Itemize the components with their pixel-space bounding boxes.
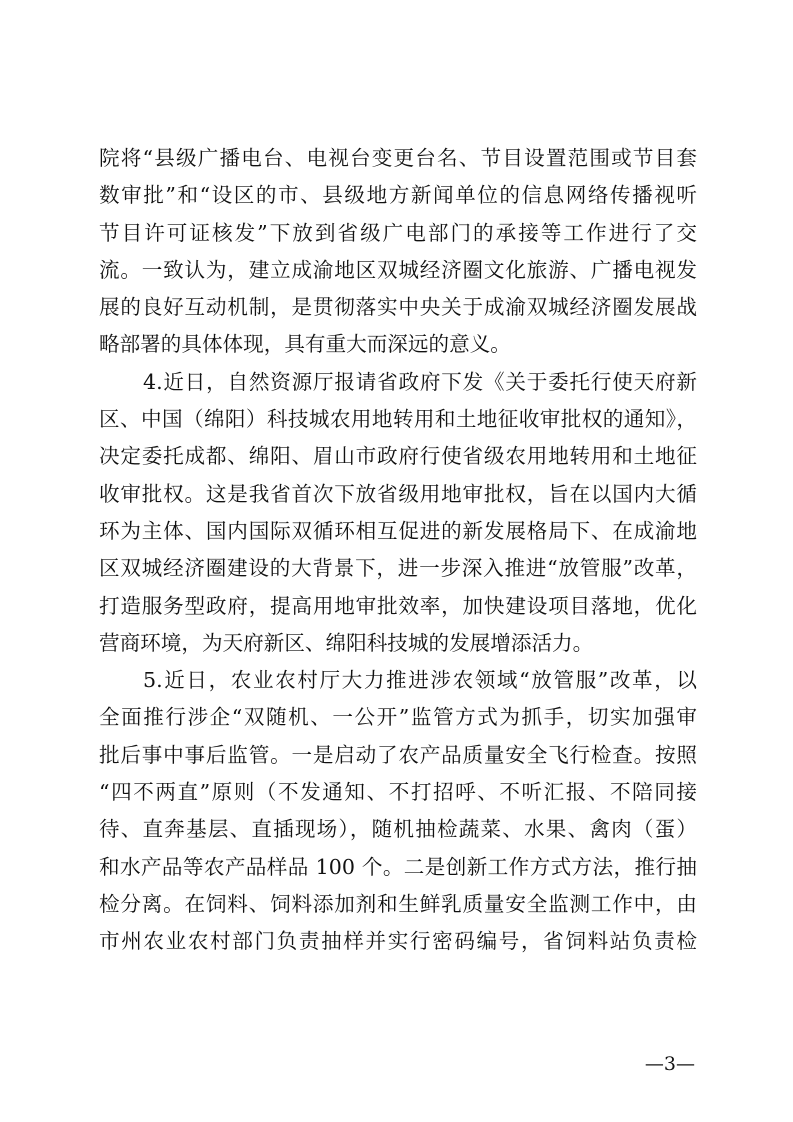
text-line: 节目许可证核发”下放到省级广电部门的承接等工作进行了交 bbox=[99, 220, 697, 245]
text-line: 区双城经济圈建设的大背景下，进一步深入推进“放管服”改革， bbox=[99, 556, 697, 581]
text-line: “四不两直”原则（不发通知、不打招呼、不听汇报、不陪同接 bbox=[99, 780, 697, 805]
text-line: 检分离。在饲料、饲料添加剂和生鲜乳质量安全监测工作中，由 bbox=[99, 891, 697, 916]
text-line: 数审批”和“设区的市、县级地方新闻单位的信息网络传播视听 bbox=[99, 183, 697, 208]
text-line: 区、中国（绵阳）科技城农用地转用和土地征收审批权的通知》， bbox=[99, 407, 697, 432]
text-line: 全面推行涉企“双随机、一公开”监管方式为抓手，切实加强审 bbox=[99, 705, 697, 730]
paragraph-item-5 bbox=[99, 662, 697, 960]
text-line: 待、直奔基层、直插现场），随机抽检蔬菜、水果、禽肉（蛋） bbox=[99, 817, 697, 842]
paragraph-item-4 bbox=[99, 364, 697, 662]
text-line: 流。一致认为，建立成渝地区双城经济圈文化旅游、广播电视发 bbox=[99, 257, 697, 282]
text-line: 环为主体、国内国际双循环相互促进的新发展格局下、在成渝地 bbox=[99, 518, 697, 543]
text-line: 决定委托成都、绵阳、眉山市政府行使省级农用地转用和土地征 bbox=[99, 444, 697, 469]
text-line: 市州农业农村部门负责抽样并实行密码编号，省饲料站负责检 bbox=[99, 929, 697, 954]
page-number: —3— bbox=[644, 1053, 695, 1075]
text-line: 打造服务型政府，提高用地审批效率，加快建设项目落地，优化 bbox=[99, 593, 697, 618]
paragraph-continued bbox=[99, 140, 697, 364]
text-line: 营商环境，为天府新区、绵阳科技城的发展增添活力。 bbox=[99, 630, 594, 655]
text-line: 和水产品等农产品样品 100 个。二是创新工作方式方法，推行抽 bbox=[99, 854, 697, 879]
text-line: 展的良好互动机制，是贯彻落实中央关于成渝双城经济圈发展战 bbox=[99, 295, 697, 320]
text-line: 收审批权。这是我省首次下放省级用地审批权，旨在以国内大循 bbox=[99, 481, 697, 506]
document-body bbox=[99, 140, 697, 961]
text-line: 略部署的具体体现，具有重大而深远的意义。 bbox=[99, 332, 511, 357]
text-line: 院将“县级广播电台、电视台变更台名、节目设置范围或节目套 bbox=[99, 146, 697, 170]
text-line: 5.近日，农业农村厅大力推进涉农领域“放管服”改革，以 bbox=[143, 668, 697, 693]
text-line: 批后事中事后监管。一是启动了农产品质量安全飞行检查。按照 bbox=[99, 742, 697, 767]
text-line: 4.近日，自然资源厅报请省政府下发《关于委托行使天府新 bbox=[143, 369, 697, 394]
